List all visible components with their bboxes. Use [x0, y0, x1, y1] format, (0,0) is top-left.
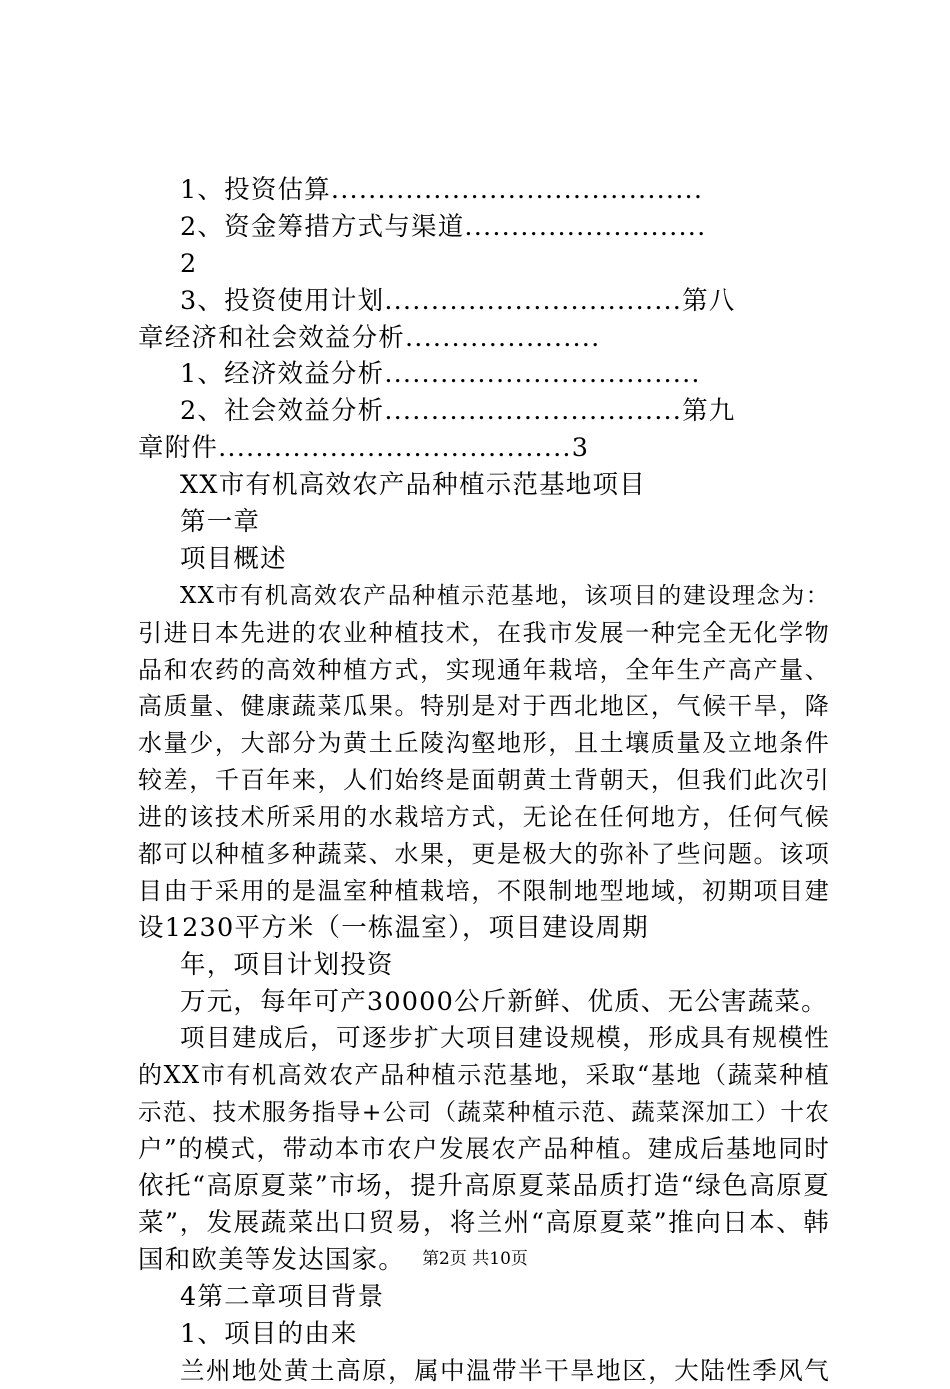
text-line: 兰州地处黄土高原，属中温带半干旱地区，大陆性季风气 [138, 1353, 830, 1389]
text-line: 户”的模式，带动本市农户发展农产品种植。建成后基地同时 [138, 1131, 830, 1168]
text-line: 较差，千百年来，人们始终是面朝黄土背朝天，但我们此次引 [138, 762, 830, 799]
text-line: 第一章 [138, 504, 830, 541]
text-line: 依托“高原夏菜”市场，提升高原夏菜品质打造“绿色高原夏 [138, 1168, 830, 1205]
text-line: 4第二章项目背景 [138, 1279, 830, 1316]
text-line: 目由于采用的是温室种植栽培，不限制地型地域，初期项目建 [138, 873, 830, 910]
text-line: 年，项目计划投资 [138, 947, 830, 984]
text-line: 菜”，发展蔬菜出口贸易，将兰州“高原夏菜”推向日本、韩 [138, 1205, 830, 1242]
text-line: 章经济和社会效益分析..................... [138, 320, 830, 357]
text-line: 国和欧美等发达国家。 [138, 1242, 830, 1279]
document-body [138, 172, 830, 1389]
text-line: 水量少，大部分为黄土丘陵沟壑地形，且土壤质量及立地条件 [138, 725, 830, 762]
text-line: 高质量、健康蔬菜瓜果。特别是对于西北地区，气候干旱，降 [138, 688, 830, 725]
text-line: 都可以种植多种蔬菜、水果，更是极大的弥补了些问题。该项 [138, 836, 830, 873]
text-line: 2 [138, 246, 830, 283]
text-line: 引进日本先进的农业种植技术，在我市发展一种完全无化学物 [138, 615, 830, 652]
text-line: 1、项目的由来 [138, 1316, 830, 1353]
text-line: 的XX市有机高效农产品种植示范基地，采取“基地（蔬菜种植 [138, 1057, 830, 1094]
text-line: 品和农药的高效种植方式，实现通年栽培，全年生产高产量、 [138, 652, 830, 689]
text-line: 项目概述 [138, 541, 830, 578]
text-line: 设1230平方米（一栋温室），项目建设周期 [138, 910, 830, 947]
text-line: 万元，每年可产30000公斤新鲜、优质、无公害蔬菜。 [138, 984, 830, 1021]
text-line: 2、资金筹措方式与渠道.......................... [138, 209, 830, 246]
text-line: 进的该技术所采用的水栽培方式，无论在任何地方，任何气候 [138, 799, 830, 836]
text-line: 项目建成后，可逐步扩大项目建设规模，形成具有规模性 [138, 1020, 830, 1057]
text-line: 1、投资估算........................................ [138, 172, 830, 209]
text-line: 示范、技术服务指导+公司（蔬菜种植示范、蔬菜深加工）十农 [138, 1094, 830, 1131]
text-line: 1、经济效益分析.................................. [138, 356, 830, 393]
text-line: XX市有机高效农产品种植示范基地项目 [138, 467, 830, 504]
page-footer: 第2页 共10页 [0, 1244, 950, 1269]
text-line: XX市有机高效农产品种植示范基地，该项目的建设理念为： [138, 578, 830, 615]
text-line: 3、投资使用计划................................第八 [138, 283, 830, 320]
text-line: 章附件......................................3 [138, 430, 830, 467]
text-line: 2、社会效益分析................................第九 [138, 393, 830, 430]
